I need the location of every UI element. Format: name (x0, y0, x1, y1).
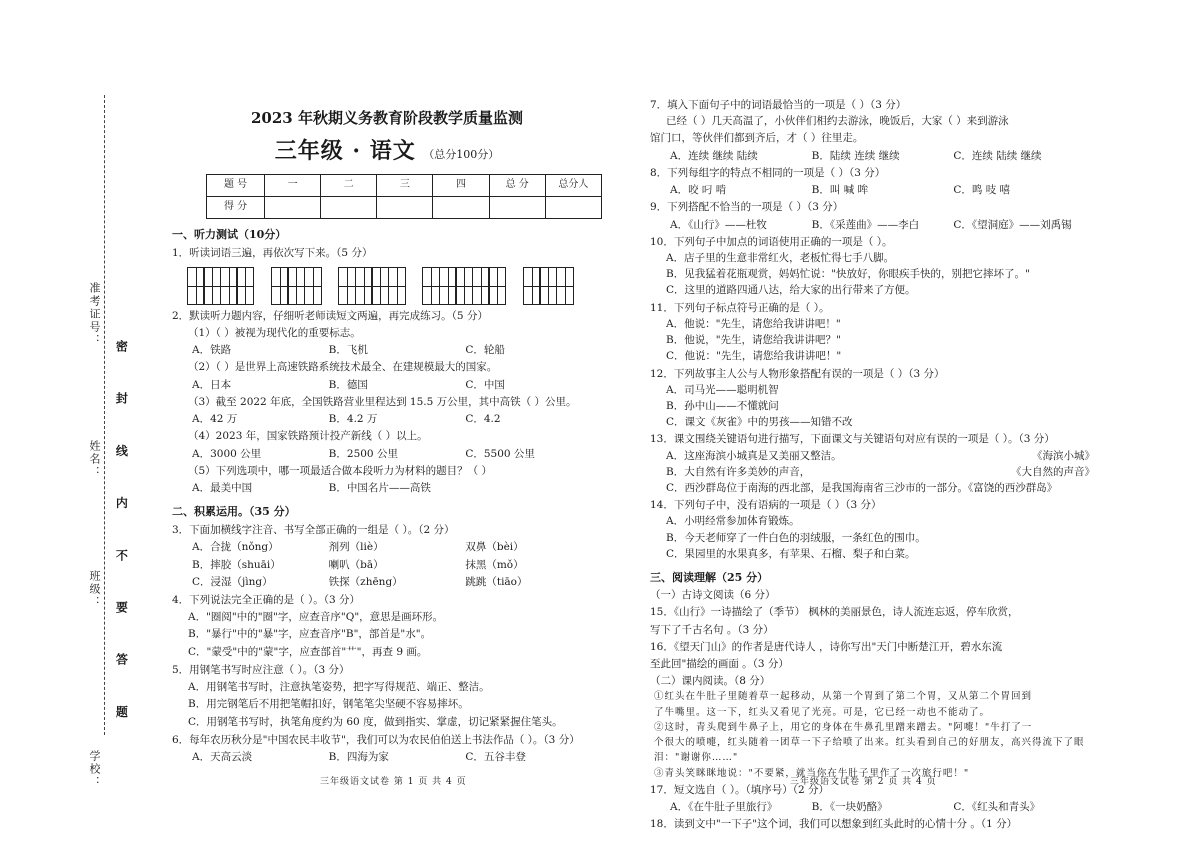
option-text: B．大自然有许多美妙的声音， (666, 465, 811, 478)
option-word: 跳跳（tiāo） (465, 575, 528, 588)
table-cell: 总分人 (545, 174, 601, 196)
section-heading: 一、听力测试（10分） (172, 227, 287, 241)
option[interactable]: A．3000 公里 (192, 447, 262, 460)
option[interactable] (650, 465, 1095, 480)
option[interactable]: A．合拢（nǒng） (192, 541, 279, 554)
question: 16．《望天门山》的作者是唐代诗人 ，诗你写出"天门中断楚江开，碧水东流 (650, 640, 1003, 653)
table-cell: 题 号 (207, 174, 265, 196)
question-text: 写下了千古名句 。（3 分） (650, 623, 774, 636)
table-cell: 一 (265, 174, 321, 196)
score-entry[interactable] (489, 196, 545, 218)
score-entry[interactable] (377, 196, 433, 218)
option[interactable]: C．课文《灰雀》中的男孩——知错不改 (666, 416, 853, 429)
question: 14．下列句子中，没有语病的一项是（ ）（3 分） (650, 499, 882, 512)
score-entry[interactable] (433, 196, 489, 218)
option-word: 铁探（zhēng） (328, 575, 403, 588)
question-text: 已经（ ）几天高温了，小伙伴们相约去游泳，晚饭后，大家（ ）来到游泳 (666, 115, 1009, 128)
writing-cell[interactable] (187, 267, 205, 305)
question: 18．读到文中"一下子"这个词，我们可以想象到红头此时的心情十分 。（1 分） (650, 818, 1018, 831)
score-entry[interactable] (545, 196, 601, 218)
option[interactable]: C．鸣 吱 嘻 (953, 184, 1011, 197)
option[interactable]: C．"蒙受"中的"蒙"字，应查部首"艹"，再查 9 画。 (188, 645, 428, 658)
binding-margin (0, 0, 150, 844)
question: 11．下列句子标点符号正确的是（ ）。 (650, 301, 830, 314)
options (172, 575, 602, 590)
sub-question: （1）（ ）被视为现代化的重要标志。 (188, 327, 361, 340)
option[interactable]: C．浸湿（jìng） (192, 575, 273, 588)
school-label: 学校： (87, 750, 101, 789)
option[interactable]: A．"圈阅"中的"圈"字，应查音序"Q"，意思是画环形。 (188, 611, 444, 624)
option[interactable]: A．最美中国 (192, 481, 253, 494)
option-source: 《大自然的声音》 (1011, 465, 1095, 478)
passage-line: ①红头在牛肚子里随着草一起移动，从第一个胃到了第二个胃，又从第二个胃回到 (654, 691, 1033, 703)
option[interactable]: B．"暴行"中的"暴"字，应查音序"B"，部首是"水"。 (188, 628, 432, 641)
table-cell: 得 分 (207, 196, 265, 218)
table-cell: 二 (321, 174, 377, 196)
question: 1．听读词语三遍，再依次写下来。（5 分） (172, 246, 373, 259)
writing-cell[interactable] (455, 267, 473, 305)
option[interactable]: B．《采莲曲》——李白 (811, 218, 920, 231)
option[interactable]: A．司马光——聪明机智 (666, 383, 779, 396)
question: 13．课文围绕关键语句进行描写，下面课文与关键语句对应有误的一项是（ ）。（3 分） (650, 433, 1055, 446)
sub-question: （4）2023 年，国家铁路预计投产新线（ ）以上。 (188, 430, 428, 443)
page-footer: 三年级语文试卷 第 2 页 共 4 页 (790, 777, 937, 787)
writing-cell[interactable] (371, 267, 389, 305)
grid-group (188, 267, 254, 305)
question: 3．下面加横线字注音、书写全部正确的一组是（ ）。（2 分） (172, 524, 455, 537)
option[interactable]: C．西沙群岛位于南海的西北部，是我国海南省三沙市的一部分。《富饶的西沙群岛》 (666, 482, 1058, 495)
option[interactable]: C．他说："先生，请您给我讲讲吧！" (666, 350, 842, 363)
option[interactable]: A．日本 (192, 378, 232, 391)
writing-cell[interactable] (488, 267, 506, 305)
section-heading: 三、阅读理解（25 分） (650, 571, 769, 585)
sub-question: （2）（ ）是世界上高速铁路系统技术最全、在建规模最大的国家。 (188, 361, 498, 374)
total-score: （总分100分） (423, 147, 500, 161)
option[interactable]: B．今天老师穿了一件白色的羽绒服，一条红色的围巾。 (666, 531, 926, 544)
option[interactable]: A．铁路 (192, 344, 232, 357)
options (650, 800, 1095, 815)
exam-no-label: 准考证号： (87, 282, 101, 347)
grid-group (340, 267, 406, 305)
seal-text: 密 封 线 内 不 要 答 题 (114, 340, 129, 736)
writing-grid (188, 267, 602, 305)
exam-title: 2023 年秋期义务教育阶段教学质量监测 (251, 109, 523, 127)
writing-cell[interactable] (523, 267, 541, 305)
score-entry[interactable] (321, 196, 377, 218)
writing-cell[interactable] (203, 267, 221, 305)
writing-cell[interactable] (338, 267, 356, 305)
option[interactable]: A．小明经常参加体育锻炼。 (666, 515, 800, 528)
options (172, 481, 602, 496)
page-footer: 三年级语文试卷 第 1 页 共 4 页 (320, 777, 467, 787)
writing-cell[interactable] (304, 267, 322, 305)
options (172, 412, 602, 427)
option-word: 喇叭（bā） (328, 558, 384, 571)
writing-cell[interactable] (220, 267, 238, 305)
option-word: 双鼻（bèi） (465, 541, 524, 554)
options (172, 378, 602, 393)
writing-cell[interactable] (472, 267, 490, 305)
question-text: 馆门口，等伙伴们都到齐后，才（ ）往里走。 (650, 132, 864, 145)
option-text: A．这座海滨小城真是又美丽又整洁。 (666, 449, 842, 462)
option[interactable]: B．他说，"先生，请您给我讲讲吧？" (666, 334, 841, 347)
writing-cell[interactable] (439, 267, 457, 305)
passage-line: 了牛嘴里。这一下，红头又看见了光亮。可是，它已经一动也不能动了。 (654, 706, 991, 718)
option[interactable]: B．4.2 万 (328, 413, 378, 426)
option[interactable]: B．陆续 连续 继续 (811, 149, 900, 162)
options (650, 149, 1095, 164)
option[interactable]: C．连续 陆续 继续 (953, 149, 1042, 162)
grid-group (424, 267, 507, 305)
option[interactable]: C．4.2 (465, 413, 501, 426)
writing-cell[interactable] (271, 267, 289, 305)
option[interactable]: B．飞机 (328, 344, 368, 357)
table-cell: 三 (377, 174, 433, 196)
sub-section: （一）古诗文阅读（6 分） (650, 589, 776, 602)
score-table-row (207, 196, 602, 218)
option[interactable]: C．轮船 (465, 344, 505, 357)
question: 4．下列说法完全正确的是（ ）。（3 分） (172, 594, 361, 607)
writing-cell[interactable] (287, 267, 305, 305)
options (172, 750, 602, 765)
sub-section: （二）课内阅读。（8 分） (650, 675, 771, 688)
option[interactable]: C．这里的道路四通八达，给大家的出行带来了方便。 (666, 284, 916, 297)
option[interactable]: B．叫 喊 哞 (811, 184, 869, 197)
writing-cell[interactable] (388, 267, 406, 305)
option[interactable]: B．德国 (328, 378, 368, 391)
table-cell: 四 (433, 174, 489, 196)
option[interactable]: C．果园里的水果真多，有苹果、石榴、梨子和白菜。 (666, 547, 916, 560)
option[interactable]: C．《红头和青头》 (953, 801, 1041, 814)
exam-subtitle: 三年级 · 语文 (274, 137, 416, 164)
option[interactable]: A．咬 叼 啃 (670, 184, 727, 197)
question: 15．《山行》一诗描绘了（季节） 枫林的美丽景色，诗人流连忘返，停车欣赏， (650, 606, 1019, 619)
subtitle-row (172, 136, 602, 168)
writing-cell[interactable] (355, 267, 373, 305)
score-table-header (207, 174, 602, 196)
option[interactable]: A．店子里的生意非常红火，老板忙得七手八脚。 (666, 251, 895, 264)
option[interactable]: C．5500 公里 (465, 447, 535, 460)
writing-cell[interactable] (556, 267, 574, 305)
question: 12．下列故事主人公与人物形象搭配有误的一项是（ ）（3 分） (650, 367, 945, 380)
option-source: 《海滨小城》 (1032, 449, 1095, 462)
option[interactable]: A．42 万 (192, 413, 238, 426)
option[interactable] (650, 449, 1095, 464)
section-heading: 二、积累运用。（35 分） (172, 505, 296, 519)
question: 9．下列搭配不恰当的一项是（ ）（3 分） (650, 201, 844, 214)
sub-question: （3）截至 2022 年底，全国铁路营业里程达到 15.5 万公里，其中高铁（ ）公里。 (188, 395, 577, 408)
option[interactable]: B．2500 公里 (328, 447, 398, 460)
grid-group (524, 267, 574, 305)
option[interactable]: A．用钢笔书写时，注意执笔姿势，把字写得规范、端正、整洁。 (188, 681, 490, 694)
options (650, 183, 1095, 198)
passage-line: ②这时，青头爬到牛鼻子上，用它的身体在牛鼻孔里蹭来蹭去。"阿嚏！"牛打了一 (654, 721, 1033, 733)
score-entry[interactable] (265, 196, 321, 218)
question: 10．下列句子中加点的词语使用正确的一项是（ ）。 (650, 235, 893, 248)
option-word: 剂列（liè） (328, 541, 384, 554)
question: 8．下列每组字的特点不相同的一项是（ ）（3 分） (650, 166, 886, 179)
writing-cell[interactable] (422, 267, 440, 305)
options (650, 218, 1095, 233)
page-one (172, 104, 602, 804)
question-text: 至此回"描绘的画面 。（3 分） (650, 657, 789, 670)
option[interactable]: A．他说："先生，请您给我讲讲吧！" (666, 317, 841, 330)
option[interactable]: B．《一块奶酪》 (811, 801, 888, 814)
score-table (206, 174, 602, 219)
passage-line: 泪："谢谢你……" (654, 752, 739, 764)
option[interactable]: B．中国名片——高铁 (328, 481, 431, 494)
option[interactable]: A．连续 继续 陆续 (670, 149, 758, 162)
options (172, 540, 602, 555)
sub-question: （5）下列选项中，哪一项最适合做本段听力为材料的题目？（ ） (188, 464, 493, 477)
option-word: 抹黑（mǒ） (465, 558, 524, 571)
question: 17．短文选自（ ）。（填序号）（2 分） (650, 783, 829, 796)
table-cell: 总 分 (489, 174, 545, 196)
options (172, 558, 602, 573)
option[interactable]: A．《在牛肚子里旅行》 (670, 801, 778, 814)
option[interactable]: C．中国 (465, 378, 505, 391)
option[interactable]: C．《望洞庭》——刘禹锡 (953, 218, 1072, 231)
options (172, 447, 602, 462)
class-label: 班级： (87, 570, 101, 609)
seal-line (104, 95, 105, 735)
writing-cell[interactable] (539, 267, 557, 305)
name-label: 姓名： (87, 440, 101, 479)
option[interactable]: C．五谷丰登 (465, 750, 526, 763)
option[interactable]: A．《山行》——杜牧 (670, 218, 767, 231)
question: 2．默读听力题内容，仔细听老师读短文两遍，再完成练习。（5 分） (172, 309, 488, 322)
option[interactable]: B．用完钢笔后不用把笔帽扣好，钢笔笔尖坚硬不容易摔坏。 (188, 698, 469, 711)
option[interactable]: B．见我猛着花瓶观赏，妈妈忙说："快放好，你眼疾手快的，别把它摔坏了。" (666, 268, 1030, 281)
option[interactable]: C．用钢笔书写时，执笔角度约为 60 度，做到指实、掌虚，切记紧紧握住笔头。 (188, 715, 563, 728)
option[interactable]: B．孙中山——不懂就问 (666, 399, 779, 412)
passage-line: ③青头笑眯眯地说："不要紧，就当你在牛肚子里作了一次旅行吧！" (654, 767, 970, 779)
question: 6．每年农历秋分是"中国农民丰收节"，我们可以为农民伯伯送上书法作品（ ）。（3 分） (172, 733, 580, 746)
question: 7．填入下面句子中的词语最恰当的一项是（ ）（3 分） (650, 99, 907, 111)
option[interactable]: B．摔胶（shuāi） (192, 558, 281, 571)
grid-group (272, 267, 322, 305)
passage-line: 个很大的喷嚏，红头随着一团草一下子给喷了出来。红头看到自己的好朋友，高兴得流下了眼 (654, 737, 1085, 749)
writing-cell[interactable] (236, 267, 254, 305)
option[interactable]: B．四海为家 (328, 750, 389, 763)
options (172, 343, 602, 358)
question: 5．用钢笔书写时应注意（ ）。（3 分） (172, 663, 350, 676)
option[interactable]: A．天高云淡 (192, 750, 253, 763)
